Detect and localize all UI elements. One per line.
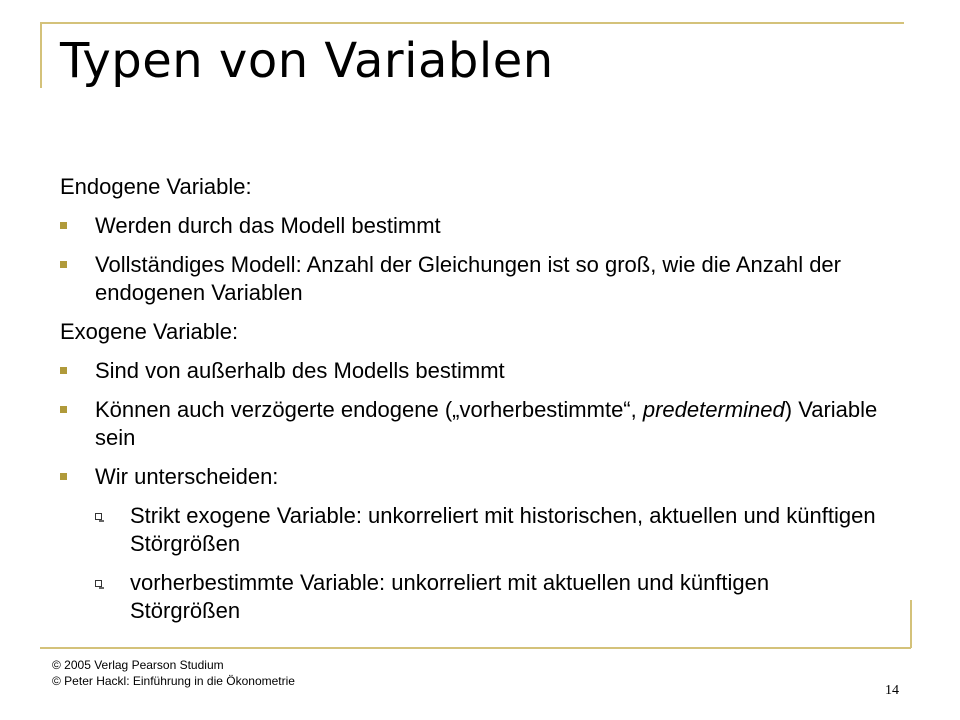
bullet-item — [60, 357, 880, 385]
copyright-line: © 2005 Verlag Pearson Studium — [52, 658, 224, 672]
hollow-square-bullet-icon — [95, 580, 102, 587]
frame-top-line — [40, 22, 904, 24]
bullet-text: Vollständiges Modell: Anzahl der Gleichungen ist so groß, wie die Anzahl der endogenen Variablen — [95, 252, 841, 305]
sub-bullet-item — [95, 502, 880, 558]
square-bullet-icon — [60, 473, 67, 480]
bullet-text-part: ) Variable sein — [95, 397, 878, 450]
frame-right-line — [910, 600, 912, 648]
copyright-notice — [52, 657, 295, 689]
slide-content — [60, 173, 880, 636]
page-number: 14 — [885, 683, 899, 698]
bullet-text-italic: predetermined — [642, 397, 785, 422]
slide-title: Typen von Variablen — [60, 33, 554, 89]
square-bullet-icon — [60, 222, 67, 229]
section-heading-endogenous: Endogene Variable: — [60, 174, 252, 199]
frame-left-line — [40, 22, 42, 88]
bullet-text-part: Können auch verzögerte endogene („vorherbestimmte“, — [95, 397, 643, 422]
square-bullet-icon — [60, 367, 67, 374]
bullet-item — [60, 251, 880, 307]
hollow-square-bullet-icon — [95, 513, 102, 520]
square-bullet-icon — [60, 406, 67, 413]
bullet-text: Werden durch das Modell bestimmt — [95, 213, 441, 238]
frame-bottom-line — [40, 647, 911, 649]
square-bullet-icon — [60, 261, 67, 268]
bullet-text — [95, 397, 877, 450]
bullet-item — [60, 396, 880, 452]
copyright-line: © Peter Hackl: Einführung in die Ökonometrie — [52, 674, 295, 688]
sub-bullet-text: Strikt exogene Variable: unkorreliert mit historischen, aktuellen und künftigen Störgrößen — [130, 503, 876, 556]
section-heading-exogenous: Exogene Variable: — [60, 319, 239, 344]
bullet-text: Sind von außerhalb des Modells bestimmt — [95, 358, 505, 383]
sub-bullet-item — [95, 569, 880, 625]
bullet-text: Wir unterscheiden: — [95, 464, 279, 489]
bullet-item — [60, 463, 880, 491]
sub-bullet-text: vorherbestimmte Variable: unkorreliert mit aktuellen und künftigen Störgrößen — [130, 570, 770, 623]
bullet-item — [60, 212, 880, 240]
